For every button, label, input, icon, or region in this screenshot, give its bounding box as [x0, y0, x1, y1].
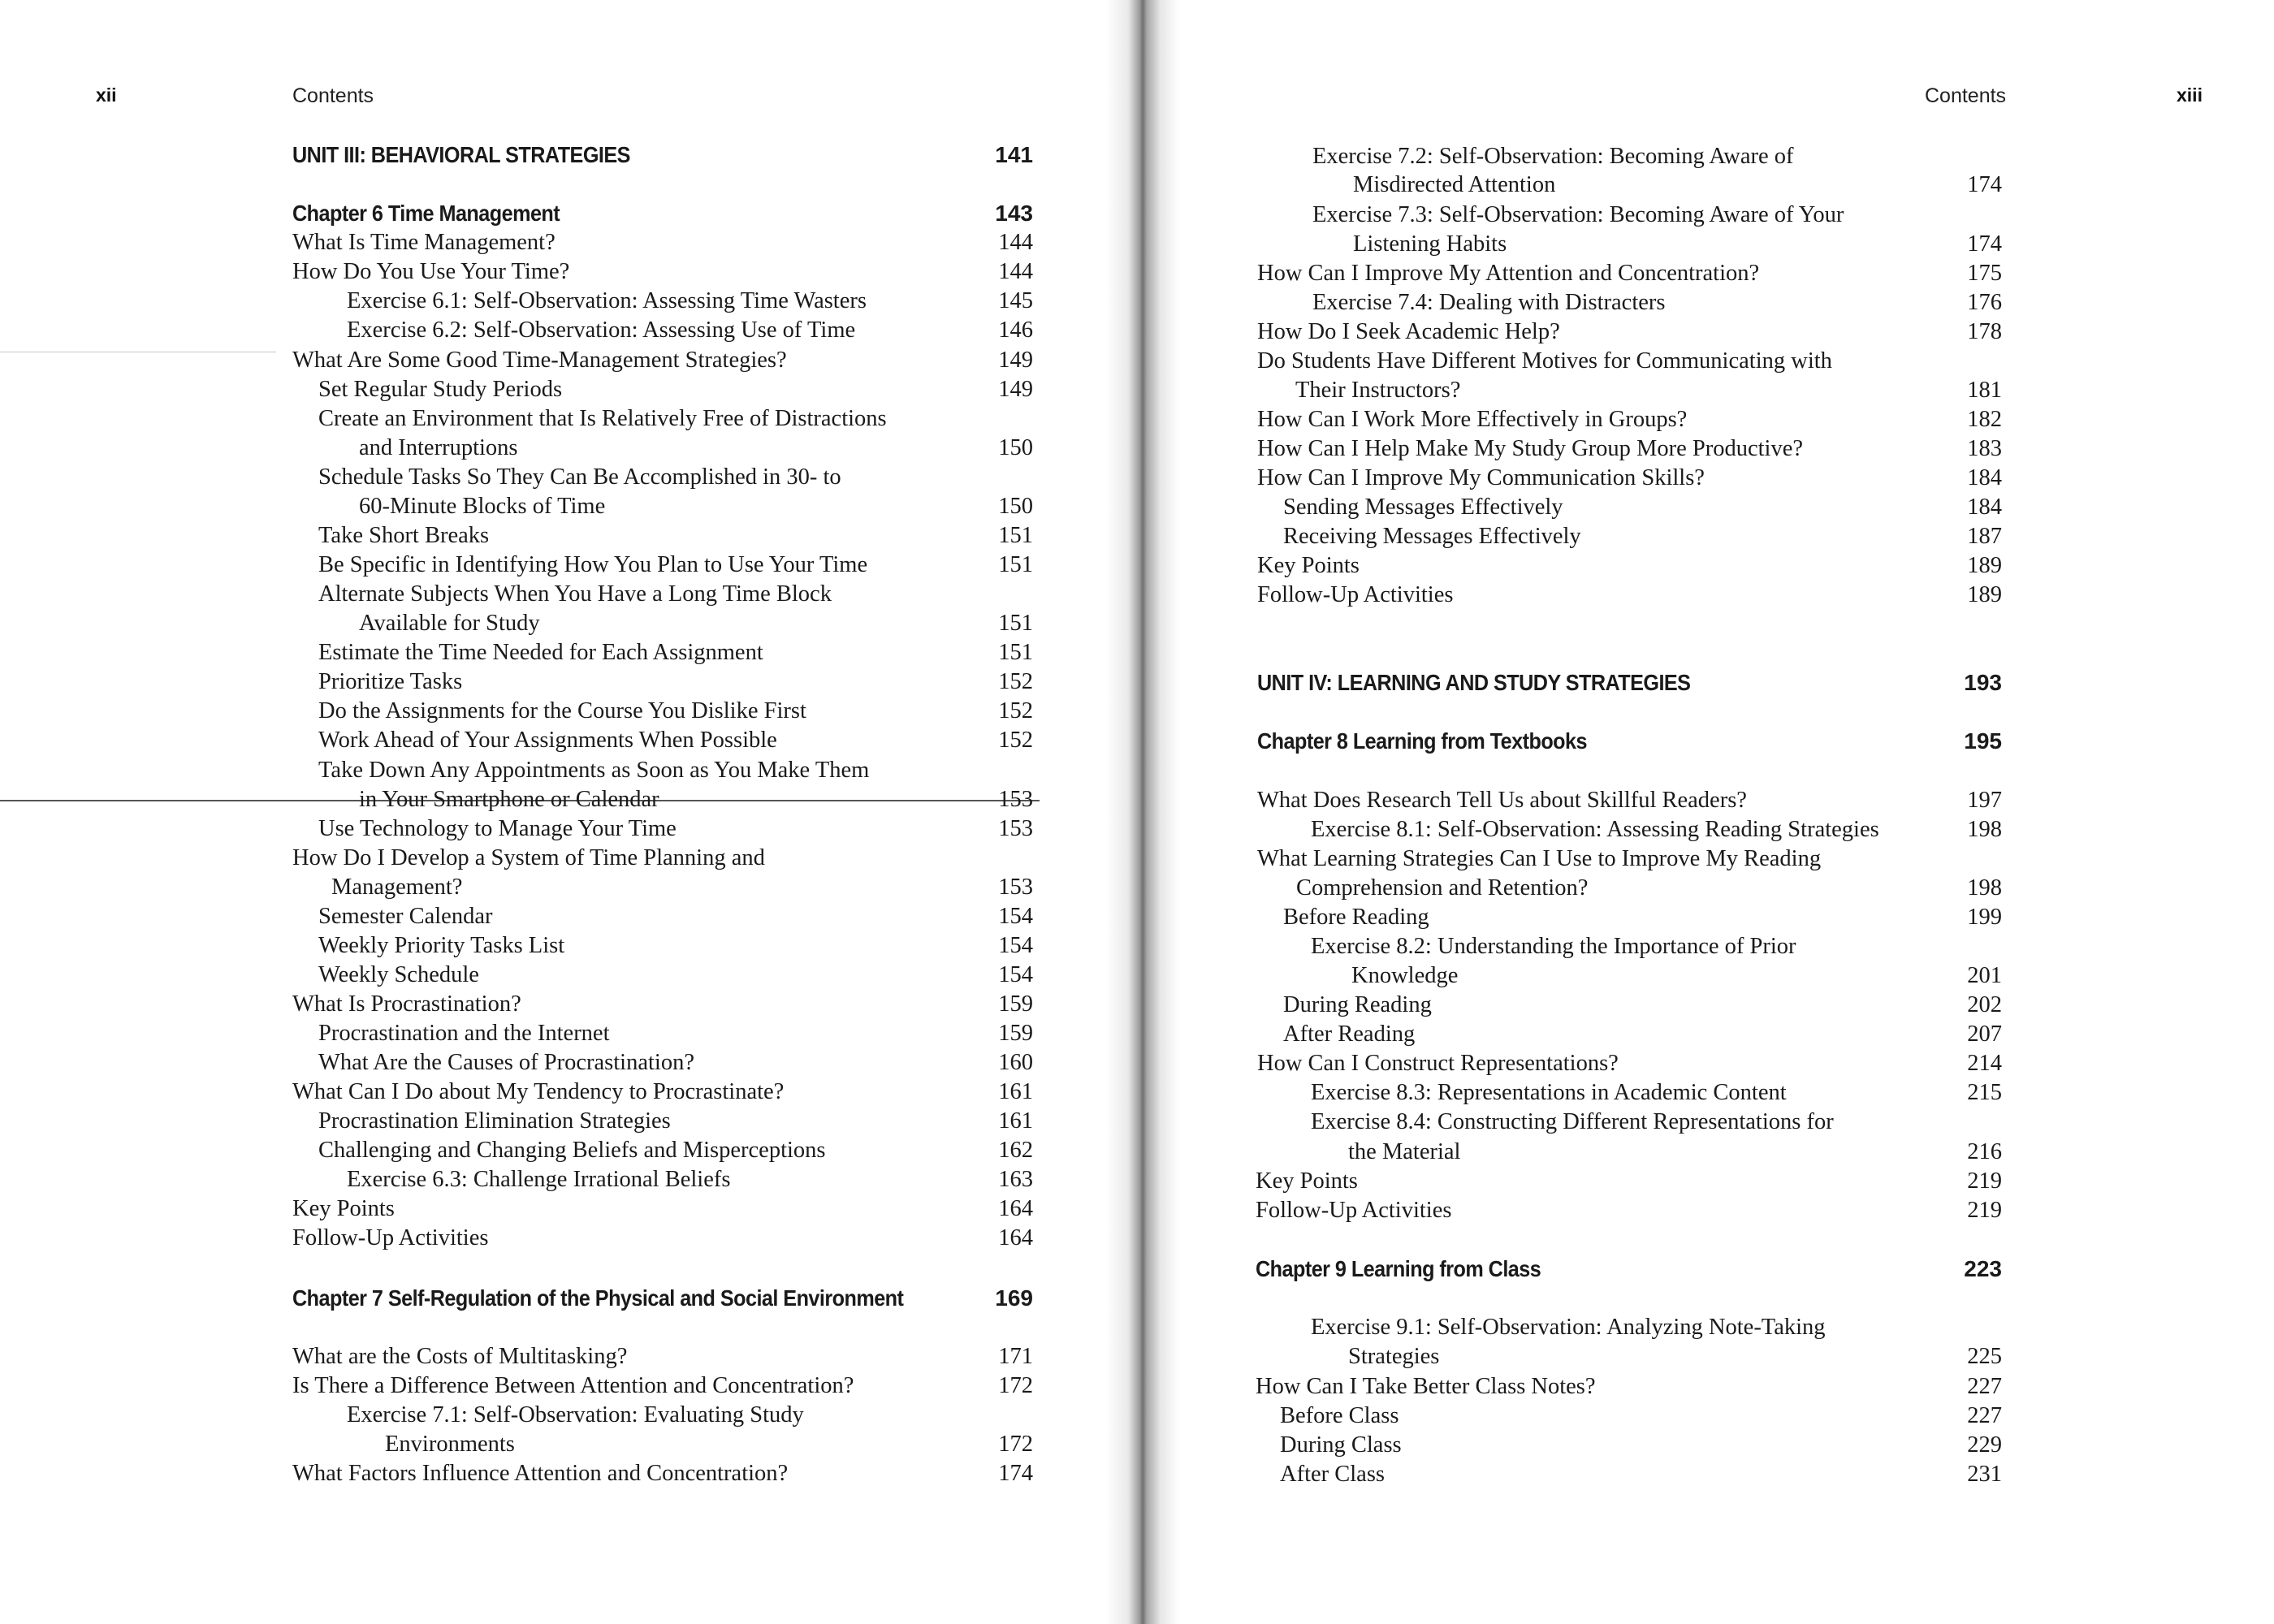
toc-entry-page: 171 — [998, 1344, 1033, 1369]
toc-entry-title: Use Technology to Manage Your Time — [318, 816, 677, 841]
toc-entry-page: 174 — [998, 1461, 1033, 1486]
toc-entry-title: How Can I Help Make My Study Group More Productive? — [1257, 436, 1804, 461]
toc-entry-title: Before Class — [1280, 1403, 1399, 1428]
toc-entry-page: 215 — [1967, 1080, 2002, 1105]
toc-entry-title: Exercise 8.1: Self-Observation: Assessing Reading Strategies — [1311, 817, 1879, 842]
toc-entry-title: Weekly Priority Tasks List — [318, 933, 565, 958]
toc-entry-title: Exercise 8.3: Representations in Academic Content — [1311, 1080, 1787, 1105]
toc-entry-title: Knowledge — [1351, 963, 1459, 988]
toc-entry-page: 181 — [1967, 378, 2002, 403]
toc-entry-page: 176 — [1967, 290, 2002, 315]
toc-entry-page: 214 — [1967, 1051, 2002, 1076]
toc-entry-page: 141 — [995, 142, 1033, 167]
toc-entry-title: Sending Messages Effectively — [1283, 495, 1563, 520]
toc-entry-page: 184 — [1967, 495, 2002, 520]
toc-entry-title: Challenging and Changing Beliefs and Misperceptions — [318, 1138, 826, 1163]
toc-entry-title: Strategies — [1348, 1344, 1440, 1369]
toc-entry-title: Exercise 9.1: Self-Observation: Analyzing Note-Taking — [1311, 1315, 1826, 1340]
toc-entry-title: Listening Habits — [1353, 231, 1507, 257]
page-number: xiii — [2177, 84, 2203, 106]
toc-entry-title: What are the Costs of Multitasking? — [292, 1344, 628, 1369]
toc-entry-title: Weekly Schedule — [318, 962, 479, 987]
toc-entry-page: 193 — [1964, 670, 2002, 695]
toc-entry-title: How Can I Improve My Communication Skills? — [1257, 465, 1705, 490]
toc-entry-page: 151 — [998, 640, 1033, 665]
toc-entry-page: 231 — [1967, 1462, 2002, 1487]
toc-entry-title: Be Specific in Identifying How You Plan to Use Your Time — [318, 552, 868, 577]
toc-entry-page: 223 — [1964, 1256, 2002, 1281]
toc-entry-page: 164 — [998, 1225, 1033, 1250]
toc-entry-title: Chapter 9 Learning from Class — [1256, 1256, 1541, 1281]
running-head: Contents — [1925, 84, 2007, 107]
toc-entry-title: How Can I Work More Effectively in Groups? — [1257, 407, 1688, 432]
toc-entry-title: Take Down Any Appointments as Soon as You Make Them — [318, 758, 870, 783]
toc-entry-title: What Is Time Management? — [292, 230, 556, 255]
toc-entry-page: 174 — [1967, 172, 2002, 197]
toc-entry-page: 154 — [998, 904, 1033, 929]
toc-entry-page: 162 — [998, 1138, 1033, 1163]
toc-entry-page: 199 — [1967, 905, 2002, 930]
toc-entry-title: Semester Calendar — [318, 904, 493, 929]
toc-entry-title: What Can I Do about My Tendency to Procrastinate? — [292, 1079, 785, 1104]
toc-entry-title: Exercise 7.1: Self-Observation: Evaluating Study — [347, 1402, 804, 1427]
toc-entry-page: 201 — [1967, 963, 2002, 988]
toc-entry-page: 227 — [1967, 1403, 2002, 1428]
toc-entry-title: What Factors Influence Attention and Concentration? — [292, 1461, 789, 1486]
toc-entry-page: 227 — [1967, 1374, 2002, 1399]
toc-entry-title: Key Points — [292, 1196, 395, 1221]
toc-entry-title: Misdirected Attention — [1353, 172, 1556, 197]
toc-entry-title: During Reading — [1283, 992, 1432, 1017]
toc-entry-page: 160 — [998, 1050, 1033, 1075]
toc-entry-title: Chapter 8 Learning from Textbooks — [1257, 728, 1587, 754]
toc-entry-title: How Can I Construct Representations? — [1257, 1051, 1619, 1076]
toc-entry-title: How Can I Take Better Class Notes? — [1256, 1374, 1596, 1399]
toc-entry-title: How Do I Seek Academic Help? — [1257, 319, 1560, 344]
toc-entry-title: Exercise 8.4: Constructing Different Representations for — [1311, 1109, 1834, 1134]
toc-entry-title: 60-Minute Blocks of Time — [359, 494, 606, 519]
toc-entry-page: 169 — [995, 1285, 1033, 1311]
toc-entry-page: 151 — [998, 611, 1033, 636]
toc-entry-page: 146 — [998, 317, 1033, 343]
toc-entry-page: 159 — [998, 991, 1033, 1017]
right-page — [1153, 0, 2274, 1624]
toc-entry-page: 159 — [998, 1021, 1033, 1046]
toc-entry-title: Procrastination Elimination Strategies — [318, 1108, 671, 1134]
toc-entry-title: Exercise 6.1: Self-Observation: Assessing Time Wasters — [347, 288, 867, 313]
page-number: xii — [96, 84, 117, 106]
left-page — [0, 0, 1121, 1624]
toc-entry-title: What Are Some Good Time-Management Strategies? — [292, 348, 787, 373]
toc-entry-page: 152 — [998, 728, 1033, 753]
toc-entry-title: Prioritize Tasks — [318, 669, 463, 694]
toc-entry-title: Exercise 6.3: Challenge Irrational Beliefs — [347, 1167, 731, 1192]
toc-entry-page: 150 — [998, 494, 1033, 519]
toc-entry-title: Receiving Messages Effectively — [1283, 524, 1581, 549]
toc-entry-page: 197 — [1967, 788, 2002, 813]
toc-entry-page: 175 — [1967, 261, 2002, 286]
toc-entry-title: UNIT III: BEHAVIORAL STRATEGIES — [292, 142, 630, 167]
toc-entry-page: 189 — [1967, 553, 2002, 578]
toc-entry-page: 153 — [998, 787, 1033, 812]
toc-entry-title: and Interruptions — [359, 435, 518, 460]
toc-entry-title: Do the Assignments for the Course You Dislike First — [318, 698, 806, 723]
toc-entry-title: What Learning Strategies Can I Use to Improve My Reading — [1257, 846, 1822, 871]
toc-entry-page: 151 — [998, 552, 1033, 577]
toc-entry-page: 154 — [998, 933, 1033, 958]
toc-entry-title: What Does Research Tell Us about Skillful Readers? — [1257, 788, 1747, 813]
toc-entry-title: Available for Study — [359, 611, 540, 636]
toc-entry-title: Follow-Up Activities — [292, 1225, 489, 1250]
toc-entry-page: 143 — [995, 201, 1033, 226]
toc-entry-title: Take Short Breaks — [318, 523, 490, 548]
toc-entry-page: 207 — [1967, 1021, 2002, 1047]
toc-entry-page: 219 — [1967, 1198, 2002, 1223]
toc-entry-title: the Material — [1348, 1139, 1461, 1164]
toc-entry-title: Before Reading — [1283, 905, 1429, 930]
toc-entry-page: 161 — [998, 1108, 1033, 1134]
toc-entry-page: 189 — [1967, 582, 2002, 607]
toc-entry-title: What Are the Causes of Procrastination? — [318, 1050, 694, 1075]
toc-entry-title: Environments — [385, 1432, 515, 1457]
toc-entry-page: 174 — [1967, 231, 2002, 257]
toc-entry-title: in Your Smartphone or Calendar — [359, 787, 659, 812]
toc-entry-title: Comprehension and Retention? — [1296, 875, 1589, 901]
toc-entry-page: 172 — [998, 1373, 1033, 1398]
toc-entry-page: 183 — [1967, 436, 2002, 461]
toc-entry-page: 182 — [1967, 407, 2002, 432]
toc-entry-title: Work Ahead of Your Assignments When Possible — [318, 728, 777, 753]
toc-entry-title: Exercise 7.4: Dealing with Distracters — [1312, 290, 1666, 315]
toc-entry-page: 149 — [998, 377, 1033, 402]
toc-entry-page: 216 — [1967, 1139, 2002, 1164]
toc-entry-page: 161 — [998, 1079, 1033, 1104]
toc-entry-page: 229 — [1967, 1432, 2002, 1458]
toc-entry-title: Exercise 8.2: Understanding the Importance of Prior — [1311, 934, 1796, 959]
toc-entry-title: Schedule Tasks So They Can Be Accomplished in 30- to — [318, 464, 841, 490]
toc-entry-page: 198 — [1967, 817, 2002, 842]
toc-entry-title: During Class — [1280, 1432, 1402, 1458]
toc-entry-page: 149 — [998, 348, 1033, 373]
toc-entry-title: How Do I Develop a System of Time Planning and — [292, 845, 765, 870]
toc-entry-page: 202 — [1967, 992, 2002, 1017]
toc-entry-title: Is There a Difference Between Attention and Concentration? — [292, 1373, 854, 1398]
toc-entry-title: Do Students Have Different Motives for Communicating with — [1257, 348, 1832, 374]
toc-entry-title: Estimate the Time Needed for Each Assignment — [318, 640, 763, 665]
toc-entry-title: Create an Environment that Is Relatively Free of Distractions — [318, 406, 887, 431]
toc-entry-title: Follow-Up Activities — [1256, 1198, 1452, 1223]
toc-entry-page: 163 — [998, 1167, 1033, 1192]
toc-entry-title: Chapter 6 Time Management — [292, 201, 560, 226]
toc-entry-title: Chapter 7 Self-Regulation of the Physical and Social Environment — [292, 1285, 904, 1311]
toc-entry-page: 198 — [1967, 875, 2002, 901]
toc-entry-title: After Class — [1280, 1462, 1386, 1487]
toc-entry-page: 187 — [1967, 524, 2002, 549]
toc-entry-title: Key Points — [1257, 553, 1360, 578]
toc-entry-title: Key Points — [1256, 1168, 1358, 1194]
toc-entry-title: Procrastination and the Internet — [318, 1021, 610, 1046]
toc-entry-page: 172 — [998, 1432, 1033, 1457]
toc-entry-page: 152 — [998, 669, 1033, 694]
toc-entry-title: How Do You Use Your Time? — [292, 259, 570, 284]
toc-entry-page: 144 — [998, 230, 1033, 255]
toc-entry-page: 178 — [1967, 319, 2002, 344]
toc-entry-title: Exercise 7.2: Self-Observation: Becoming Aware of — [1312, 144, 1794, 169]
toc-entry-title: Follow-Up Activities — [1257, 582, 1454, 607]
running-head: Contents — [292, 84, 374, 107]
toc-entry-page: 184 — [1967, 465, 2002, 490]
toc-entry-page: 153 — [998, 875, 1033, 900]
toc-entry-title: Exercise 6.2: Self-Observation: Assessing Use of Time — [347, 317, 856, 343]
toc-entry-title: How Can I Improve My Attention and Concentration? — [1257, 261, 1760, 286]
toc-entry-title: After Reading — [1283, 1021, 1416, 1047]
toc-entry-title: What Is Procrastination? — [292, 991, 521, 1017]
toc-entry-title: Set Regular Study Periods — [318, 377, 563, 402]
toc-entry-page: 145 — [998, 288, 1033, 313]
toc-entry-page: 225 — [1967, 1344, 2002, 1369]
toc-entry-page: 150 — [998, 435, 1033, 460]
toc-entry-title: Exercise 7.3: Self-Observation: Becoming Aware of Your — [1312, 202, 1844, 227]
toc-entry-page: 195 — [1964, 728, 2002, 754]
toc-entry-page: 219 — [1967, 1168, 2002, 1194]
toc-entry-title: Their Instructors? — [1295, 378, 1461, 403]
toc-entry-page: 164 — [998, 1196, 1033, 1221]
toc-entry-title: Management? — [331, 875, 463, 900]
toc-entry-page: 151 — [998, 523, 1033, 548]
toc-entry-page: 144 — [998, 259, 1033, 284]
toc-entry-title: Alternate Subjects When You Have a Long Time Block — [318, 581, 832, 607]
toc-entry-title: UNIT IV: LEARNING AND STUDY STRATEGIES — [1257, 670, 1691, 695]
toc-entry-page: 152 — [998, 698, 1033, 723]
toc-entry-page: 153 — [998, 816, 1033, 841]
toc-entry-page: 154 — [998, 962, 1033, 987]
